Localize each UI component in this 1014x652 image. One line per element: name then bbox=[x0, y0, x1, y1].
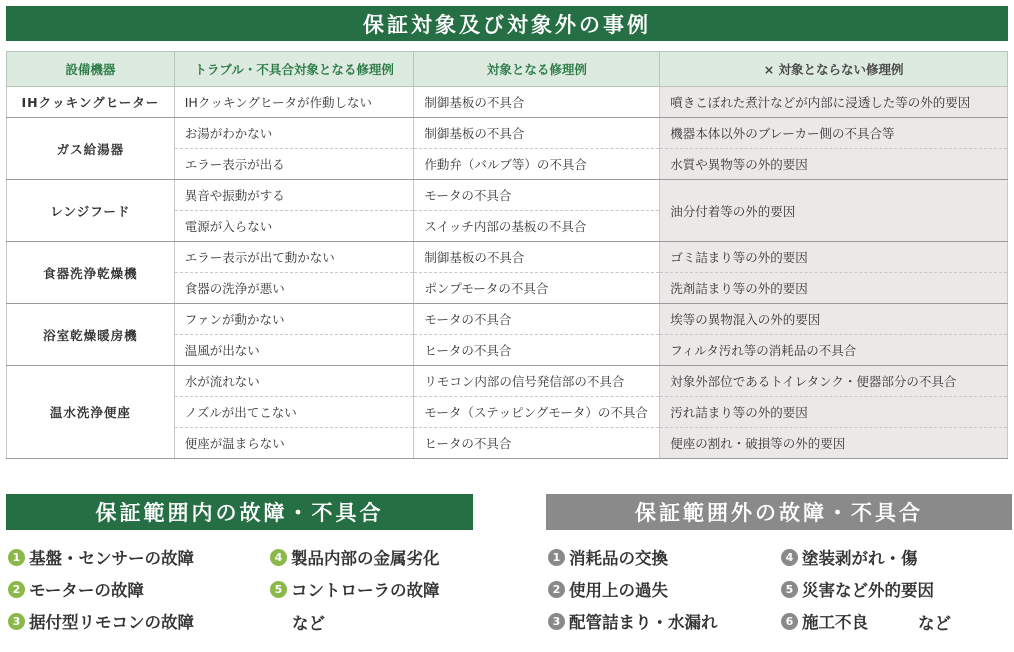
table-row bbox=[7, 180, 1008, 211]
trouble-cell: ファンが動かない bbox=[174, 304, 414, 335]
in-scope-item-text: モーターの故障 bbox=[29, 581, 144, 600]
trouble-cell: エラー表示が出て動かない bbox=[174, 242, 414, 273]
number-badge-icon: 2 bbox=[8, 581, 25, 598]
out-scope-title: 保証範囲外の故障・不具合 bbox=[546, 494, 1012, 530]
in-scope-item-text: コントローラの故障 bbox=[291, 581, 440, 600]
out-scope-item-text: 消耗品の交換 bbox=[569, 549, 668, 568]
covered-cell: 制御基板の不具合 bbox=[414, 87, 660, 118]
page-title: 保証対象及び対象外の事例 bbox=[6, 6, 1008, 41]
excluded-cell: 機器本体以外のブレーカー側の不具合等 bbox=[660, 118, 1008, 149]
number-badge-icon: 4 bbox=[781, 549, 798, 566]
out-scope-item bbox=[548, 609, 718, 633]
covered-cell: モータの不具合 bbox=[414, 180, 660, 211]
in-scope-item bbox=[8, 545, 194, 569]
trouble-cell: お湯がわかない bbox=[174, 118, 414, 149]
excluded-cell: 埃等の異物混入の外的要因 bbox=[660, 304, 1008, 335]
number-badge-icon: 5 bbox=[781, 581, 798, 598]
number-badge-icon: 3 bbox=[548, 613, 565, 630]
out-scope-item-text: 災害など外的要因 bbox=[802, 581, 934, 600]
in-scope-item bbox=[270, 577, 440, 601]
trouble-cell: 便座が温まらない bbox=[174, 428, 414, 459]
excluded-cell: 噴きこぼれた煮汁などが内部に浸透した等の外的要因 bbox=[660, 87, 1008, 118]
excluded-cell: 汚れ詰まり等の外的要因 bbox=[660, 397, 1008, 428]
in-scope-item-text: 据付型リモコンの故障 bbox=[29, 613, 194, 632]
covered-cell: モータ（ステッピングモータ）の不具合 bbox=[414, 397, 660, 428]
in-scope-item bbox=[8, 609, 194, 633]
device-cell: ガス給湯器 bbox=[7, 118, 175, 180]
out-scope-etc: など bbox=[918, 614, 951, 633]
number-badge-icon: 5 bbox=[270, 581, 287, 598]
header-excluded: × 対象とならない修理例 bbox=[660, 52, 1008, 87]
out-scope-item bbox=[781, 577, 934, 601]
number-badge-icon: 2 bbox=[548, 581, 565, 598]
excluded-cell: 油分付着等の外的要因 bbox=[660, 180, 1008, 242]
trouble-cell: 温風が出ない bbox=[174, 335, 414, 366]
out-scope-item-text: 塗装剥がれ・傷 bbox=[802, 549, 918, 568]
in-scope-etc: など bbox=[292, 614, 325, 633]
covered-cell: 制御基板の不具合 bbox=[414, 118, 660, 149]
table-row bbox=[7, 304, 1008, 335]
excluded-cell: 便座の割れ・破損等の外的要因 bbox=[660, 428, 1008, 459]
in-scope-item-text: 製品内部の金属劣化 bbox=[291, 549, 440, 568]
out-scope-item bbox=[548, 577, 668, 601]
covered-cell: 作動弁（バルブ等）の不具合 bbox=[414, 149, 660, 180]
trouble-cell: エラー表示が出る bbox=[174, 149, 414, 180]
excluded-cell: ゴミ詰まり等の外的要因 bbox=[660, 242, 1008, 273]
out-scope-item-text: 配管詰まり・水漏れ bbox=[569, 613, 718, 632]
out-scope-item-text: 施工不良 bbox=[802, 613, 868, 632]
table-row bbox=[7, 242, 1008, 273]
number-badge-icon: 4 bbox=[270, 549, 287, 566]
table-header-row bbox=[7, 52, 1008, 87]
covered-cell: 制御基板の不具合 bbox=[414, 242, 660, 273]
in-scope-title: 保証範囲内の故障・不具合 bbox=[6, 494, 473, 530]
trouble-cell: IHクッキングヒータが作動しない bbox=[174, 87, 414, 118]
device-cell: 食器洗浄乾燥機 bbox=[7, 242, 175, 304]
in-scope-item bbox=[8, 577, 144, 601]
excluded-cell: 対象外部位であるトイレタンク・便器部分の不具合 bbox=[660, 366, 1008, 397]
out-scope-item bbox=[781, 609, 868, 633]
out-scope-item bbox=[548, 545, 668, 569]
cases-table bbox=[6, 51, 1008, 459]
device-cell: 温水洗浄便座 bbox=[7, 366, 175, 459]
device-cell: 浴室乾燥暖房機 bbox=[7, 304, 175, 366]
table-row bbox=[7, 87, 1008, 118]
excluded-cell: 水質や異物等の外的要因 bbox=[660, 149, 1008, 180]
in-scope-item-text: 基盤・センサーの故障 bbox=[29, 549, 194, 568]
excluded-cell: フィルタ汚れ等の消耗品の不具合 bbox=[660, 335, 1008, 366]
trouble-cell: 食器の洗浄が悪い bbox=[174, 273, 414, 304]
covered-cell: モータの不具合 bbox=[414, 304, 660, 335]
table-row bbox=[7, 366, 1008, 397]
trouble-cell: ノズルが出てこない bbox=[174, 397, 414, 428]
number-badge-icon: 3 bbox=[8, 613, 25, 630]
device-cell: レンジフード bbox=[7, 180, 175, 242]
number-badge-icon: 1 bbox=[548, 549, 565, 566]
covered-cell: ポンプモータの不具合 bbox=[414, 273, 660, 304]
header-covered: 対象となる修理例 bbox=[414, 52, 660, 87]
trouble-cell: 水が流れない bbox=[174, 366, 414, 397]
header-device: 設備機器 bbox=[7, 52, 175, 87]
covered-cell: ヒータの不具合 bbox=[414, 335, 660, 366]
trouble-cell: 異音や振動がする bbox=[174, 180, 414, 211]
number-badge-icon: 6 bbox=[781, 613, 798, 630]
in-scope-item bbox=[270, 545, 440, 569]
device-cell: IHクッキングヒーター bbox=[7, 87, 175, 118]
table-row bbox=[7, 118, 1008, 149]
covered-cell: ヒータの不具合 bbox=[414, 428, 660, 459]
covered-cell: スイッチ内部の基板の不具合 bbox=[414, 211, 660, 242]
out-scope-item bbox=[781, 545, 918, 569]
out-scope-item-text: 使用上の過失 bbox=[569, 581, 668, 600]
header-trouble: トラブル・不具合対象となる修理例 bbox=[174, 52, 414, 87]
excluded-cell: 洗剤詰まり等の外的要因 bbox=[660, 273, 1008, 304]
trouble-cell: 電源が入らない bbox=[174, 211, 414, 242]
number-badge-icon: 1 bbox=[8, 549, 25, 566]
covered-cell: リモコン内部の信号発信部の不具合 bbox=[414, 366, 660, 397]
